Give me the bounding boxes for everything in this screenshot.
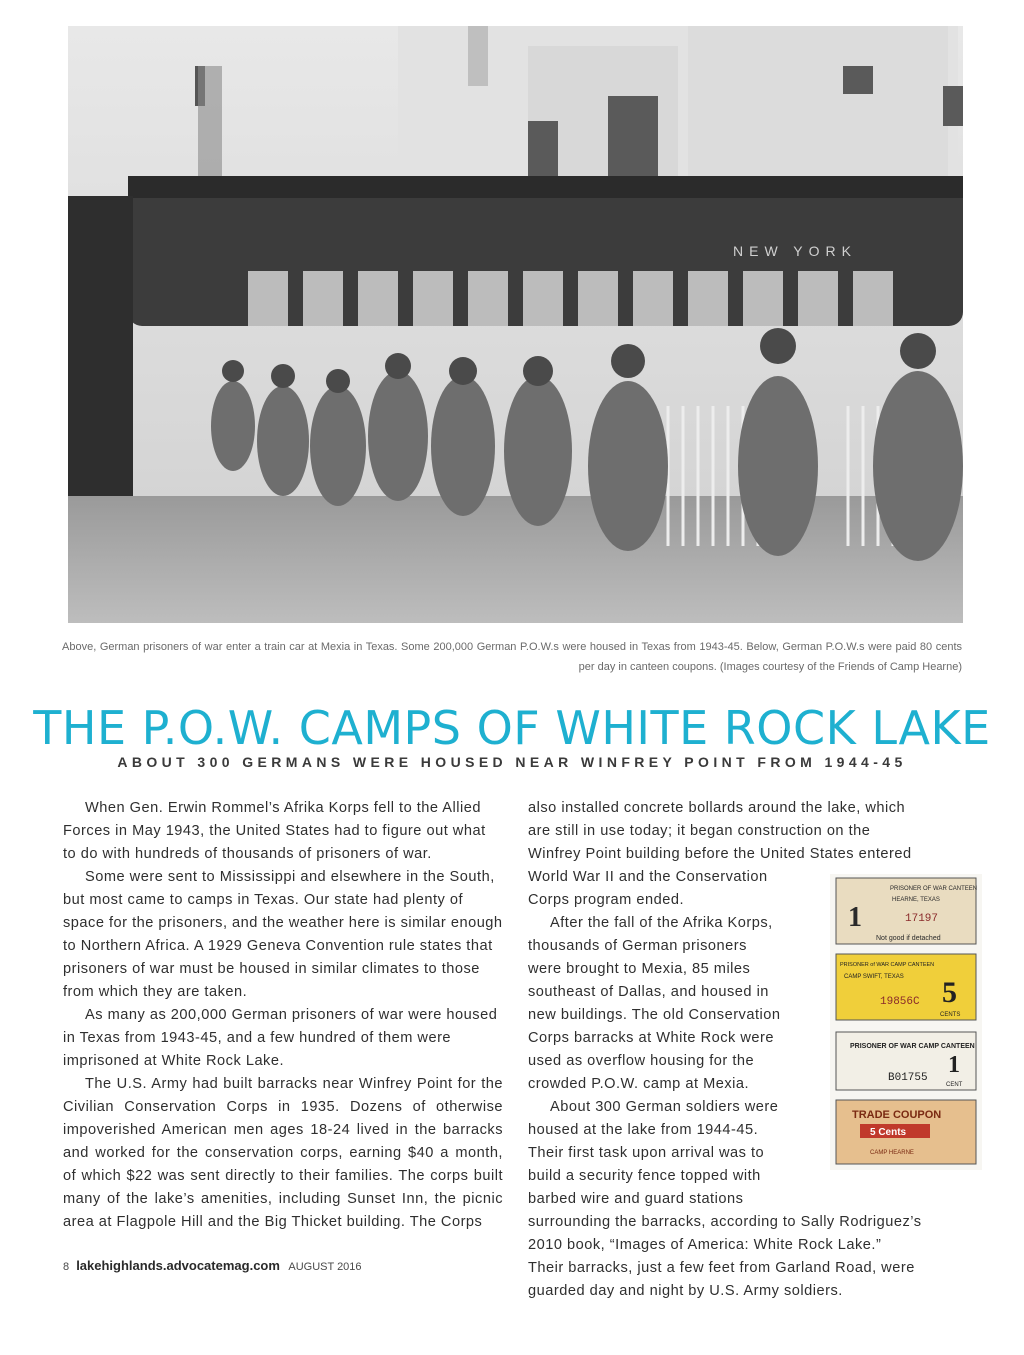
text-line: Corps program ended. (528, 892, 685, 908)
coupon-header: PRISONER OF WAR CANTEEN (890, 886, 978, 892)
coupon-denomination: 5 Cents (870, 1127, 907, 1138)
coupon-note: CENT (946, 1082, 963, 1088)
text-line: new buildings. The old Conservation (528, 1007, 781, 1023)
site-url: lakehighlands.advocatemag.com (76, 1258, 280, 1273)
coupon-4 (836, 1100, 976, 1164)
issue-date: AUGUST 2016 (288, 1261, 362, 1273)
page-footer (63, 1258, 362, 1275)
coupon-denomination: 1 (948, 1052, 960, 1078)
text-line: Their first task upon arrival was to (528, 1145, 765, 1161)
text-line: are still in use today; it began construction on the (528, 823, 871, 839)
text-line: used as overflow housing for the (528, 1053, 755, 1069)
subheadline: ABOUT 300 GERMANS WERE HOUSED NEAR WINFREY POINT FROM 1944-45 (117, 754, 907, 770)
coupon-header: PRISONER of WAR CAMP CANTEEN (840, 962, 935, 968)
text-line: After the fall of the Afrika Korps, (550, 915, 773, 931)
text-line: crowded P.O.W. camp at Mexia. (528, 1076, 750, 1092)
coupon-header: PRISONER OF WAR CAMP CANTEEN (850, 1043, 975, 1050)
headline: THE P.O.W. CAMPS OF WHITE ROCK LAKE (33, 701, 991, 755)
text-line: Their barracks, just a few feet from Garland Road, were (528, 1260, 915, 1276)
text-line: guarded day and night by U.S. Army soldiers. (528, 1283, 843, 1299)
coupon-serial: B01755 (888, 1072, 928, 1084)
coupon-serial: 19856C (880, 996, 920, 1008)
coupon-2 (836, 954, 976, 1020)
text-line: were brought to Mexia, 85 miles (528, 961, 751, 977)
text-line: housed at the lake from 1944-45. (528, 1122, 759, 1138)
coupon-serial: 17197 (905, 913, 939, 925)
paragraph: When Gen. Erwin Rommel’s Afrika Korps fell to the Allied Forces in May 1943, the United States had to figure out what to do with hundreds of thousands of prisoners of war. (63, 800, 486, 862)
coupon-note: Not good if detached (876, 935, 941, 942)
coupon-place: CAMP SWIFT, TEXAS (844, 974, 904, 980)
paragraph: Some were sent to Mississippi and elsewhere in the South, but most came to camps in Texas. Our state had plenty of space for the prisoners, and the weather here is similar enough to Northern Africa. A 1929 Geneva Convention rule states that prisoners of war must be housed in similar climates to those from which they are taken. (63, 869, 503, 1000)
text-line: build a security fence topped with (528, 1168, 761, 1184)
coupon-note: CAMP HEARNE (870, 1150, 914, 1156)
text-line: Winfrey Point building before the United States entered (528, 846, 912, 862)
text-line: also installed concrete bollards around the lake, which (528, 800, 906, 816)
canteen-coupons-image (830, 874, 982, 1170)
coupon-1 (836, 878, 977, 944)
coupon-note: CENTS (940, 1012, 961, 1018)
text-line: thousands of German prisoners (528, 938, 747, 954)
coupon-denomination: 1 (848, 902, 862, 933)
text-line: barbed wire and guard stations (528, 1191, 744, 1207)
car-lettering: NEW YORK (733, 243, 857, 259)
photo-illustration (68, 26, 963, 623)
coupon-3 (836, 1032, 976, 1090)
coupons-illustration (830, 874, 982, 1170)
article-column-left (63, 797, 503, 1234)
coupon-header: TRADE COUPON (852, 1109, 942, 1121)
coupon-denomination: 5 (942, 976, 957, 1009)
page-number: 8 (63, 1261, 70, 1273)
text-line: surrounding the barracks, according to Sally Rodriguez’s (528, 1214, 922, 1230)
text-line: World War II and the Conservation (528, 869, 768, 885)
text-line: Corps barracks at White Rock were (528, 1030, 775, 1046)
text-line: 2010 book, “Images of America: White Rock Lake.” (528, 1237, 882, 1253)
text-line: About 300 German soldiers were (550, 1099, 779, 1115)
paragraph: The U.S. Army had built barracks near Winfrey Point for the Civilian Conservation Corps in 1935. Dozens of otherwise impoverished American men ages 18-24 lived in the barracks and worked for the conservation corps, earning $40 a month, of which $22 was sent directly to their families. The corps built many of the lake’s amenities, including Sunset Inn, the picnic area at Flagpole Hill and the Big Thicket building. The Corps (63, 1076, 503, 1230)
train-photo (68, 26, 963, 623)
photo-caption: Above, German prisoners of war enter a train car at Mexia in Texas. Some 200,000 German P.O.W.s were housed in Texas from 1943-45. Below, German P.O.W.s were paid 80 cents per day in canteen coupons. (Images courtesy of the Friends of Camp Hearne) (62, 641, 962, 673)
text-line: southeast of Dallas, and housed in (528, 984, 769, 1000)
coupon-place: HEARNE, TEXAS (892, 897, 940, 903)
paragraph: As many as 200,000 German prisoners of war were housed in Texas from 1943-45, and a few hundred of them were imprisoned at White Rock Lake. (63, 1007, 498, 1069)
